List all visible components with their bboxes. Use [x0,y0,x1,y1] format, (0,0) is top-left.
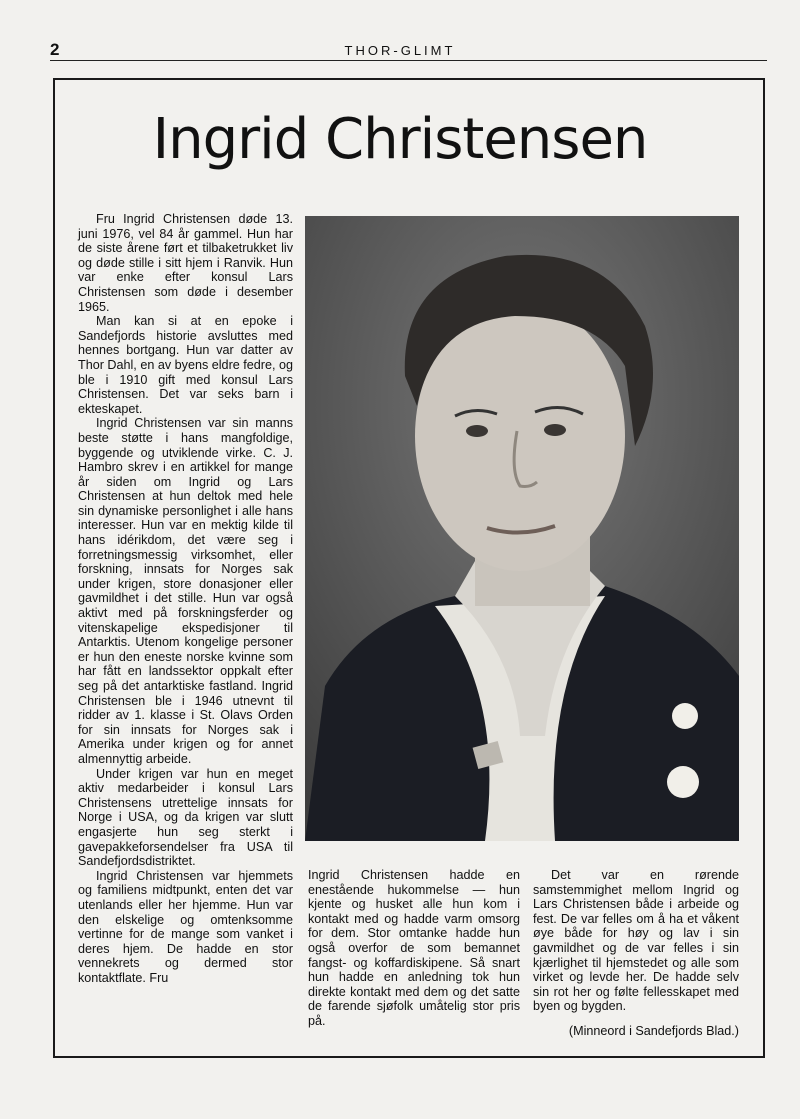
article-source: (Minneord i Sandefjords Blad.) [568,1023,739,1038]
publication-title: THOR-GLIMT [344,43,456,58]
paragraph: Det var en rørende samstemmighet mellom Ingrid og Lars Christensen både i arbeide og fest. De var felles om å ha et våkent øye både for høy og lav i sin gavmildhet og de var felles i sin kjærlighet til hjemstedet og alle som virket og levde her. De hadde selv sin rot her og følte fellesskapet med byen og bygden. [533,868,739,1014]
header-divider [50,60,767,61]
page-number: 2 [50,40,60,59]
article-title: Ingrid Christensen [152,107,648,172]
article-column-right [533,868,739,1039]
article-column-left [78,212,293,985]
paragraph: Under krigen var hun en meget aktiv medarbeider i konsul Lars Christensens utrettelige innsats for Norge i USA, og da krigen var slutt engasjerte hun seg sterkt i gavepakkeforsendelser fra USA til Sandefjordsdistriktet. [78,766,293,869]
paragraph: Ingrid Christensen var sin manns beste støtte i hans mangfoldige, byggende og utviklende virke. C. J. Hambro skrev i en artikkel for mange år siden om Ingrid og Lars Christensen at hun deltok med hele sin dynamiske personlighet i alle hans interesser. Hun var en mektig kilde til hans idérikdom, det være seg i forretningsmessig virksomhet, eller forskning, innsats for Norges sak under krigen, store donasjoner eller gavmildhet i det stille. Hun var også aktivt med på forskningsferder og vitenskapelige ekspedisjoner til Antarktis. Utenom kongelige personer er hun den eneste norske kvinne som har fått en landssektor oppkalt efter seg på det antarktiske fastland. Ingrid Christensen ble i 1946 utnevnt til ridder av 1. klasse i St. Olavs Orden for sin innsats for Norges sak i Amerika under krigen og for annet almennyttig arbeide. [78,416,293,766]
article-column-middle [308,868,520,1029]
paragraph: Man kan si at en epoke i Sandefjords historie avsluttes med hennes bortgang. Hun var datter av Thor Dahl, en av byens eldre fedre, og ble i 1910 gift med konsul Lars Christensen. Det var seks barn i ekteskapet. [78,314,293,416]
paragraph: Fru Ingrid Christensen døde 13. juni 1976, vel 84 år gammel. Hun har de siste årene ført et tilbaketrukket liv og døde stille i sitt hjem i Ranvik. Hun var enke efter konsul Lars Christensen som døde i desember 1965. [78,212,293,314]
paragraph: Ingrid Christensen hadde en enestående hukommelse — hun kjente og husket alle hun kom i kontakt med og hadde varm omsorg for dem. Stor omtanke hadde hun også overfor de som bemannet fangst- og koffardiskipene. Så snart hun hadde en anledning tok hun direkte kontakt med dem og det satte de farende sjøfolk umåtelig stor pris på. [308,868,520,1028]
paragraph: Ingrid Christensen var hjemmets og familiens midtpunkt, enten det var utenlands eller her hjemme. Hun var den elskelige og omtenksomme vertinne for de mange som vanket i deres hjem. De hadde en stor vennekrets og dermed stor kontaktflate. Fru [78,868,293,985]
portrait-photo-icon [305,216,739,841]
